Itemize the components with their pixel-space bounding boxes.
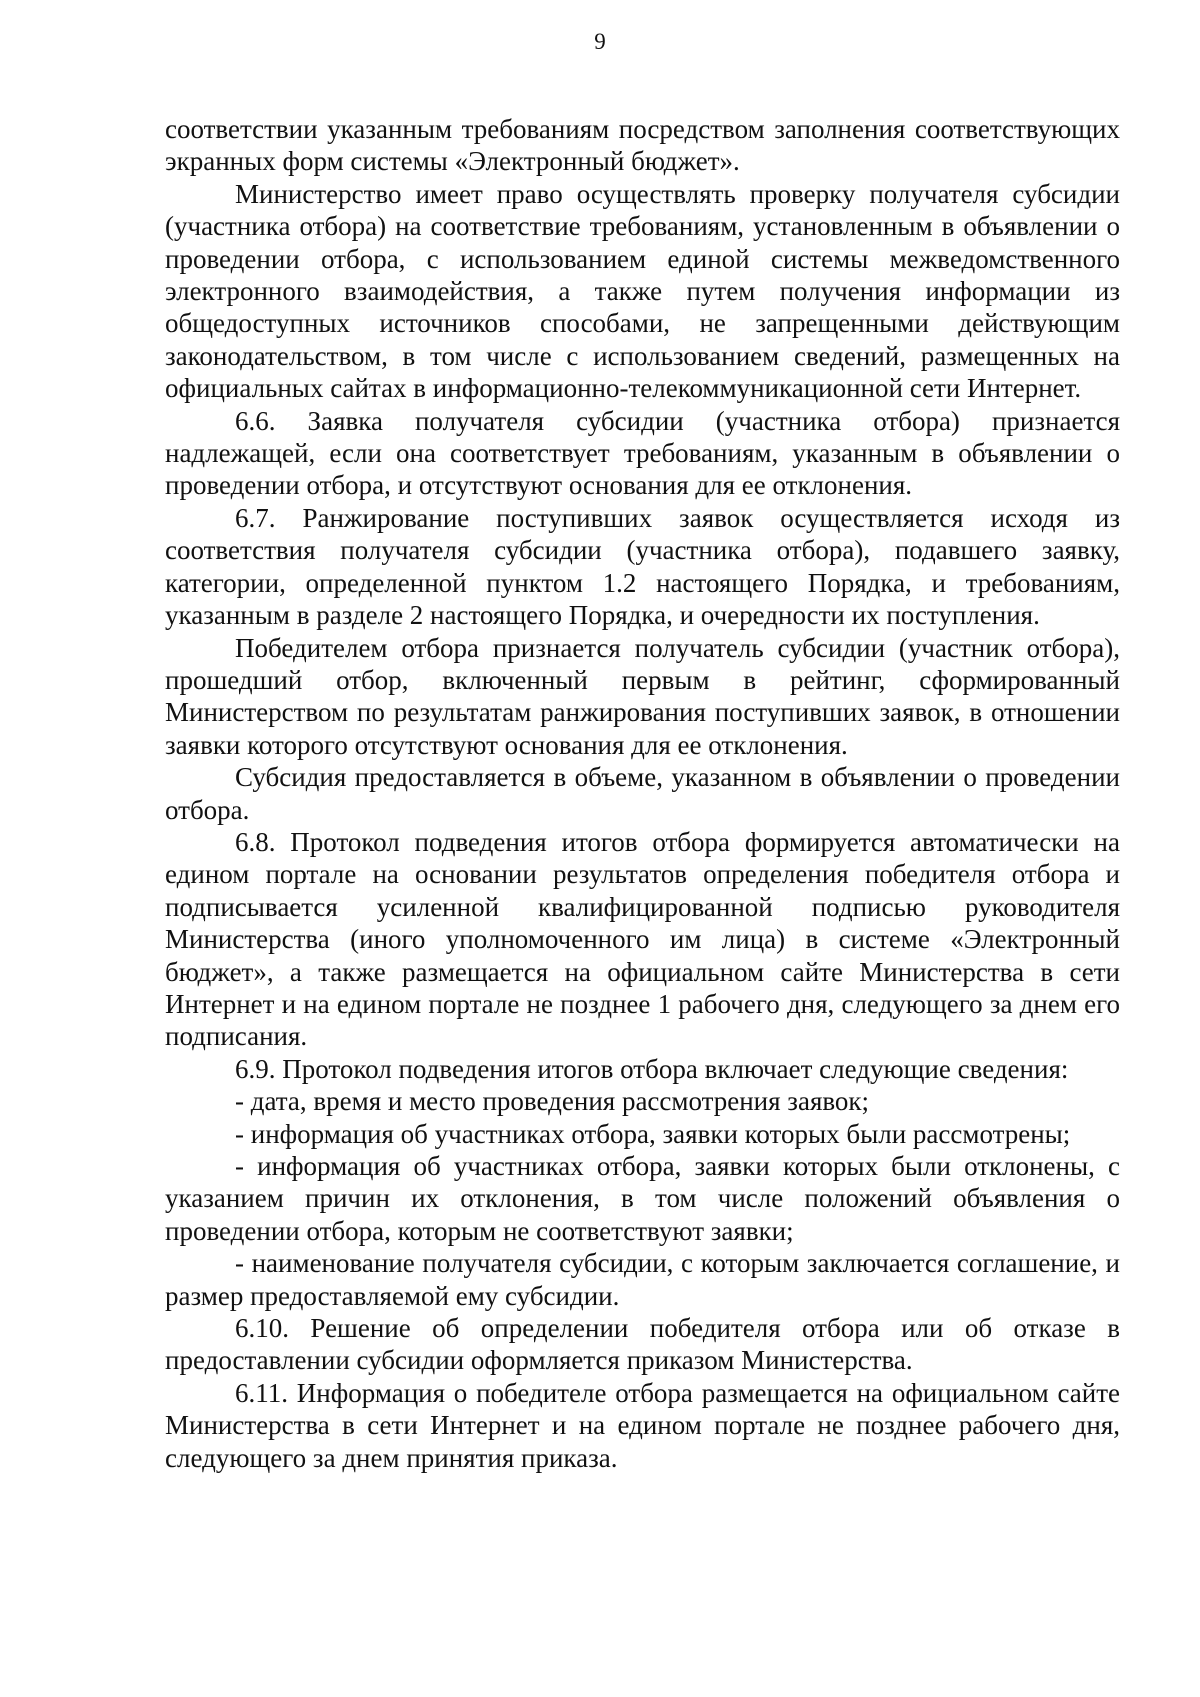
- list-item-rejected-participants: - информация об участниках отбора, заявки которых были отклонены, с указанием причин их отклонения, в том числе положений объявления о проведении отбора, которым не соответствуют заявки;: [165, 1151, 1120, 1246]
- paragraph-ministry-verification: Министерство имеет право осуществлять проверку получателя субсидии (участника отбора) на соответствие требованиям, установленным в объявлении о проведении отбора, с использованием единой системы межведомственного электронного взаимодействия, а также путем получения информации из общедоступных источников способами, не запрещенными действующим законодательством, в том числе с использованием сведений, размещенных на официальных сайтах в информационно-телекоммуникационной сети Интернет.: [165, 178, 1120, 404]
- list-item-recipient-name: - наименование получателя субсидии, с которым заключается соглашение, и размер предоставляемой ему субсидии.: [165, 1248, 1120, 1311]
- paragraph-subsidy-volume: Субсидия предоставляется в объеме, указанном в объявлении о проведении отбора.: [165, 762, 1120, 825]
- paragraph-6-10: 6.10. Решение об определении победителя отбора или об отказе в предоставлении субсидии оформляется приказом Министерства.: [165, 1313, 1120, 1376]
- paragraph-6-11: 6.11. Информация о победителе отбора размещается на официальном сайте Министерства в сети Интернет и на едином портале не позднее рабочего дня, следующего за днем принятия приказа.: [165, 1377, 1120, 1473]
- list-item-reviewed-participants: - информация об участниках отбора, заявки которых были рассмотрены;: [235, 1118, 1071, 1149]
- paragraph-6-7: 6.7. Ранжирование поступивших заявок осуществляется исходя из соответствия получателя субсидии (участника отбора), подавшего заявку, категории, определенной пунктом 1.2 настоящего Порядка, и требованиям, указанным в разделе 2 настоящего Порядка, и очередности их поступления.: [165, 502, 1120, 631]
- paragraph-6-8: 6.8. Протокол подведения итогов отбора формируется автоматически на едином портале на основании результатов определения победителя отбора и подписывается усиленной квалифицированной подписью руководителя Министерства (иного уполномоченного им лица) в системе «Электронный бюджет», а также размещается на официальном сайте Министерства в сети Интернет и на едином портале не позднее 1 рабочего дня, следующего за днем его подписания.: [165, 826, 1120, 1052]
- list-item-date-time-place: - дата, время и место проведения рассмотрения заявок;: [235, 1086, 870, 1117]
- paragraph-continuation: соответствии указанным требованиям посредством заполнения соответствующих экранных форм системы «Электронный бюджет».: [165, 114, 1120, 177]
- paragraph-6-9: 6.9. Протокол подведения итогов отбора включает следующие сведения:: [235, 1053, 1069, 1084]
- paragraph-6-6: 6.6. Заявка получателя субсидии (участника отбора) признается надлежащей, если она соответствует требованиям, указанным в объявлении о проведении отбора, и отсутствуют основания для ее отклонения.: [165, 405, 1120, 501]
- paragraph-winner: Победителем отбора признается получатель субсидии (участник отбора), прошедший отбор, включенный первым в рейтинг, сформированный Министерством по результатам ранжирования поступивших заявок, в отношении заявки которого отсутствуют основания для ее отклонения.: [165, 632, 1120, 760]
- document-body: [165, 113, 1120, 1474]
- page-number: 9: [594, 29, 606, 54]
